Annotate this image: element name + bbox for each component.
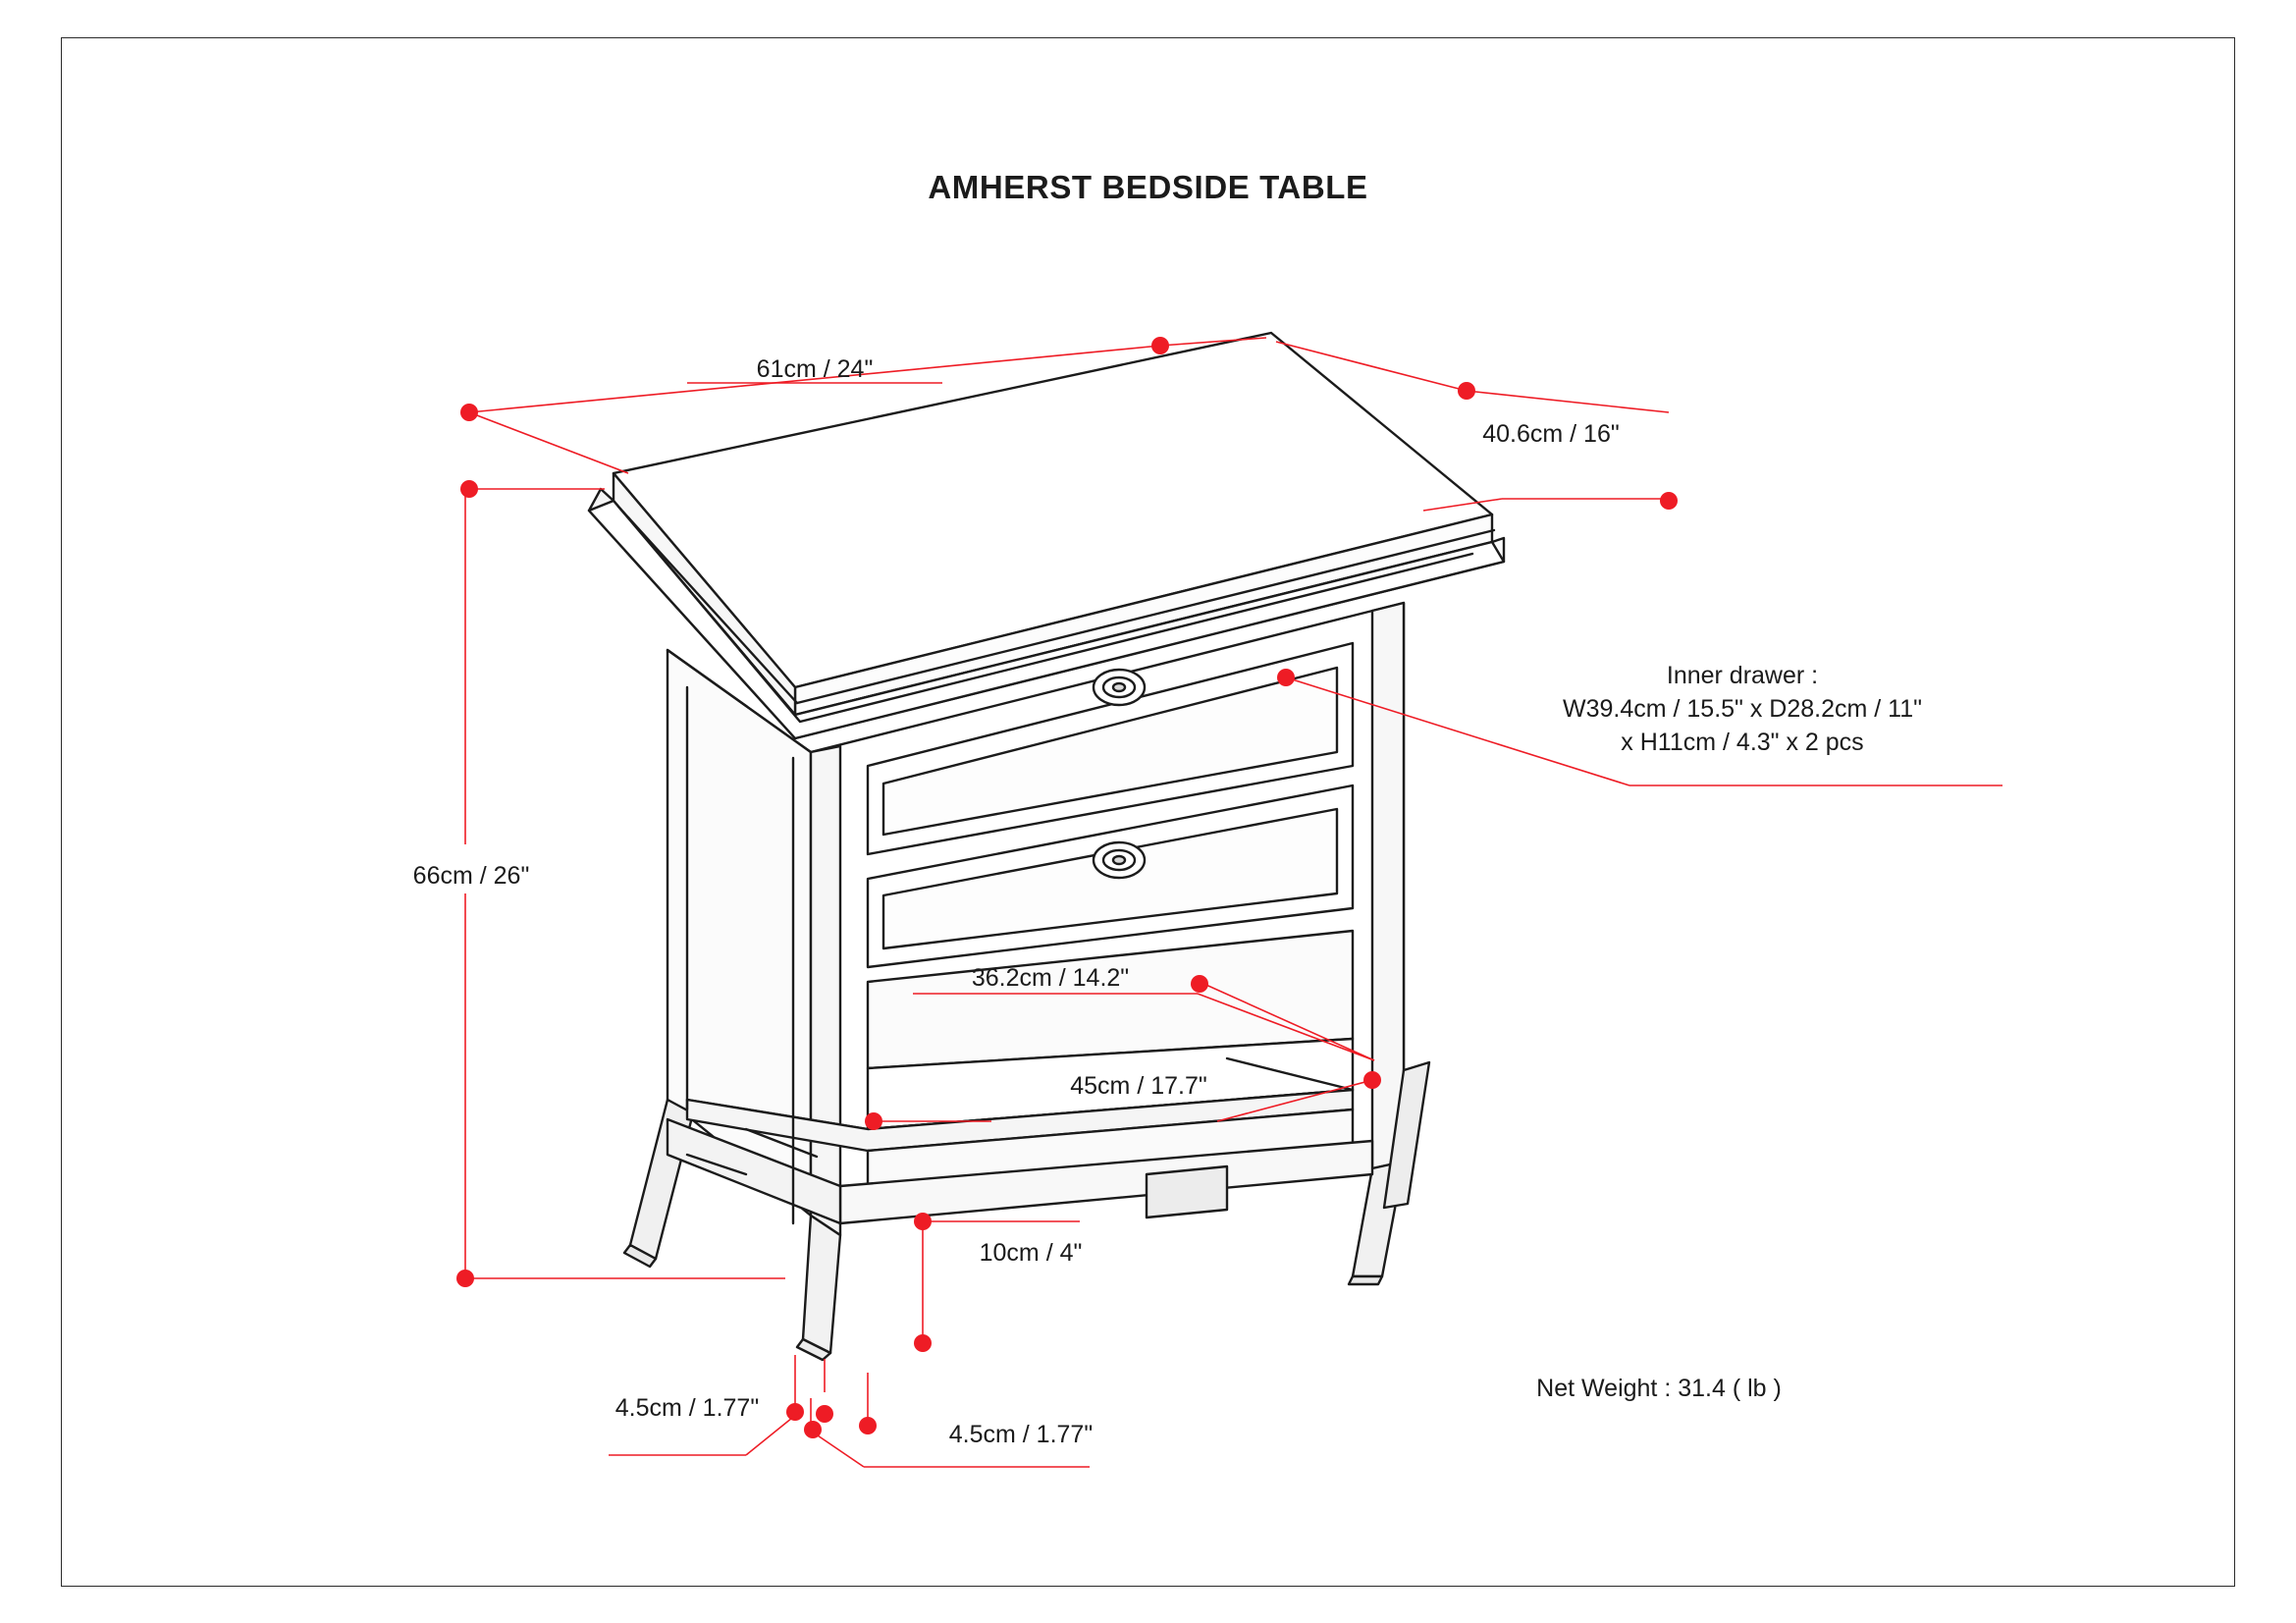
inner-drawer-note-line3: x H11cm / 4.3" x 2 pcs [1621, 728, 1864, 756]
inner-drawer-note-line2: W39.4cm / 15.5" x D28.2cm / 11" [1562, 694, 1923, 723]
dimension-label-clearance: 10cm / 4" [979, 1239, 1083, 1267]
drawer-knob-lower [1094, 842, 1145, 878]
inner-drawer-note [1512, 660, 1973, 759]
dimension-label-height: 66cm / 26" [412, 862, 530, 890]
dimension-label-shelf-width: 36.2cm / 14.2" [971, 964, 1130, 992]
drawer-knob-upper [1094, 670, 1145, 705]
dimension-label-base-width: 45cm / 17.7" [1070, 1072, 1207, 1100]
dimension-label-leg-right: 4.5cm / 1.77" [948, 1421, 1094, 1448]
dimension-label-depth: 40.6cm / 16" [1482, 420, 1620, 448]
net-weight-label: Net Weight : 31.4 ( lb ) [1536, 1375, 1782, 1402]
dimension-label-leg-left: 4.5cm / 1.77" [614, 1394, 760, 1422]
page-title: AMHERST BEDSIDE TABLE [928, 169, 1368, 205]
dimension-label-width: 61cm / 24" [756, 355, 874, 383]
inner-drawer-note-line1: Inner drawer : [1666, 662, 1819, 689]
dim-leg-right [811, 1373, 1090, 1467]
